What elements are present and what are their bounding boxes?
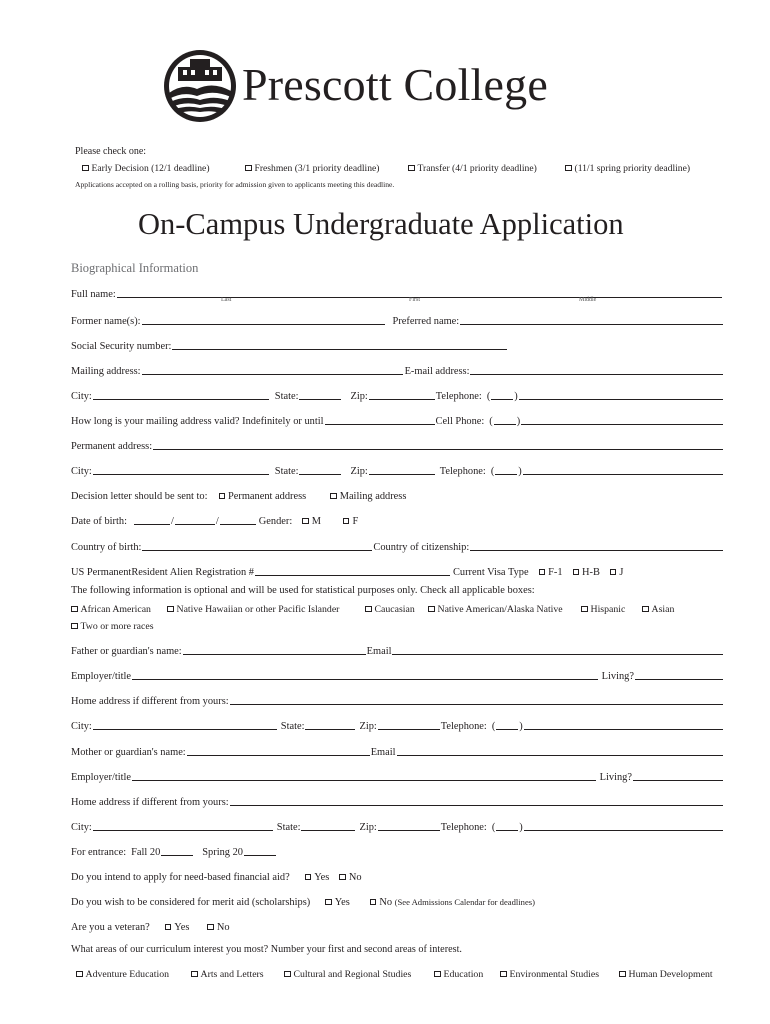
curriculum-option[interactable]	[434, 969, 483, 980]
checkbox[interactable]	[565, 165, 572, 172]
ethnicity-option[interactable]	[642, 604, 674, 615]
option-label: H-B	[582, 567, 600, 578]
option-label: No	[216, 922, 230, 933]
father-employer-row	[71, 664, 724, 682]
spring-option[interactable]	[565, 163, 690, 174]
employer-label: Employer/title	[71, 671, 132, 682]
option-label: Education	[443, 969, 484, 980]
preferred-name-field[interactable]	[460, 313, 723, 325]
fall-year-field[interactable]	[161, 844, 193, 856]
telephone-label: Telephone:	[440, 721, 487, 732]
telephone-paren-open: (	[490, 466, 495, 477]
decision-letter-row	[71, 484, 724, 502]
transfer-option[interactable]	[408, 163, 537, 174]
home-address-label: Home address if different from yours:	[71, 696, 229, 707]
telephone-paren-open: (	[491, 721, 496, 732]
curriculum-option[interactable]	[284, 969, 411, 980]
checkbox[interactable]	[284, 971, 291, 978]
option-label: Transfer (4/1 priority deadline)	[417, 163, 537, 174]
merit-no-option[interactable]	[370, 897, 535, 908]
section-heading: Biographical Information	[71, 261, 199, 275]
zip-field[interactable]	[369, 463, 435, 475]
need-based-row	[71, 865, 724, 883]
checkbox[interactable]	[500, 971, 507, 978]
checkbox[interactable]	[573, 569, 580, 576]
veteran-row	[71, 915, 724, 933]
country-citizenship-field[interactable]	[470, 539, 723, 551]
employer-field[interactable]	[132, 769, 596, 781]
checkbox[interactable]	[305, 874, 312, 881]
telephone-label: Telephone:	[440, 822, 487, 833]
checkbox[interactable]	[343, 518, 350, 525]
father-name-label: Father or guardian's name:	[71, 646, 182, 657]
country-citizenship-label: Country of citizenship:	[373, 542, 470, 553]
permanent-address-row	[71, 434, 724, 452]
option-label: Environmental Studies	[509, 969, 600, 980]
zip-label: Zip:	[350, 391, 368, 402]
father-name-field[interactable]	[183, 643, 366, 655]
option-label: No	[348, 872, 362, 883]
country-row	[71, 535, 724, 553]
living-field[interactable]	[635, 668, 723, 680]
home-address-field[interactable]	[230, 794, 723, 806]
visa-f1-option[interactable]	[539, 567, 563, 578]
option-label: African American	[80, 604, 151, 615]
calendar-note: (See Admissions Calendar for deadlines)	[394, 897, 535, 907]
need-based-label: Do you intend to apply for need-based financial aid?	[71, 872, 290, 883]
cell-phone-field[interactable]	[521, 413, 723, 425]
visa-j-option[interactable]	[610, 567, 624, 578]
option-label: F-1	[548, 567, 563, 578]
dob-label: Date of birth:	[71, 516, 127, 527]
mother-row	[71, 740, 724, 758]
merit-aid-row	[71, 890, 724, 908]
cell-paren-open: (	[489, 416, 493, 427]
area-code-field[interactable]	[495, 463, 517, 475]
how-long-label: How long is your mailing address valid? Indefinitely or until	[71, 416, 324, 427]
option-label: Yes	[314, 872, 330, 883]
merit-yes-option[interactable]	[325, 897, 350, 908]
sub-label-middle: Middle	[579, 297, 597, 303]
checkbox[interactable]	[207, 924, 214, 931]
checkbox[interactable]	[167, 606, 174, 613]
veteran-label: Are you a veteran?	[71, 922, 150, 933]
curriculum-option[interactable]	[500, 969, 599, 980]
state-label: State:	[274, 466, 299, 477]
entrance-row	[71, 840, 724, 858]
visa-hb-option[interactable]	[573, 567, 600, 578]
home-address-field[interactable]	[230, 693, 723, 705]
option-label: Asian	[651, 604, 675, 615]
state-label: State:	[276, 822, 301, 833]
father-city-row	[71, 714, 724, 732]
optional-info-text: The following information is optional and will be used for statistical purposes only. Check all applicable boxes:	[71, 585, 535, 596]
dob-slash: /	[215, 516, 219, 527]
freshmen-option[interactable]	[245, 163, 379, 174]
employer-label: Employer/title	[71, 772, 132, 783]
option-label: Arts and Letters	[200, 969, 264, 980]
checkbox[interactable]	[339, 874, 346, 881]
checkbox[interactable]	[76, 971, 83, 978]
checkbox[interactable]	[434, 971, 441, 978]
how-long-row	[71, 409, 724, 427]
checkbox[interactable]	[330, 493, 337, 500]
checkbox[interactable]	[191, 971, 198, 978]
ssn-row	[71, 334, 724, 352]
cell-phone-label: Cell Phone:	[435, 416, 485, 427]
early-decision-option[interactable]	[82, 163, 210, 174]
ethnicity-option[interactable]	[71, 604, 151, 615]
alien-registration-field[interactable]	[255, 564, 450, 576]
checkbox[interactable]	[370, 899, 377, 906]
mailing-address-field[interactable]	[142, 363, 403, 375]
city-field[interactable]	[93, 463, 269, 475]
veteran-no-option[interactable]	[207, 922, 229, 933]
checkbox[interactable]	[408, 165, 415, 172]
telephone-paren-close: )	[514, 391, 518, 402]
mailing-row	[71, 359, 724, 377]
need-based-yes-option[interactable]	[305, 872, 330, 883]
checkbox[interactable]	[165, 924, 172, 931]
checkbox[interactable]	[302, 518, 309, 525]
state-field[interactable]	[305, 718, 355, 730]
father-email-field[interactable]	[392, 643, 723, 655]
state-label: State:	[280, 721, 305, 732]
option-label: Native American/Alaska Native	[437, 604, 563, 615]
spring-year-field[interactable]	[244, 844, 276, 856]
state-field[interactable]	[299, 388, 341, 400]
option-label: Mailing address	[339, 491, 407, 502]
gender-label: Gender:	[258, 516, 293, 527]
telephone-paren-close: )	[518, 466, 522, 477]
former-name-field[interactable]	[142, 313, 385, 325]
ethnicity-option[interactable]	[167, 604, 339, 615]
option-label: Human Development	[628, 969, 713, 980]
checkbox[interactable]	[610, 569, 617, 576]
dob-slash: /	[170, 516, 174, 527]
telephone-paren-close: )	[519, 721, 523, 732]
telephone-field[interactable]	[524, 819, 723, 831]
area-code-field[interactable]	[491, 388, 513, 400]
dob-day-field[interactable]	[175, 513, 215, 525]
rolling-note: Applications accepted on a rolling basis, priority for admission given to applicants meeting this deadline.	[75, 180, 395, 189]
college-name: Prescott College	[242, 59, 548, 110]
email-address-label: E-mail address:	[404, 366, 470, 377]
full-name-label: Full name:	[71, 289, 116, 300]
living-field[interactable]	[633, 769, 723, 781]
living-label: Living?	[601, 671, 634, 682]
visa-row	[71, 560, 724, 578]
current-visa-label: Current Visa Type	[452, 567, 529, 578]
curriculum-option[interactable]	[619, 969, 713, 980]
merit-aid-label: Do you wish to be considered for merit aid (scholarships)	[71, 897, 311, 908]
country-birth-field[interactable]	[142, 539, 372, 551]
college-logo	[163, 49, 237, 123]
ethnicity-option[interactable]	[428, 604, 563, 615]
mother-email-field[interactable]	[397, 744, 723, 756]
until-date-field[interactable]	[325, 413, 435, 425]
checkbox[interactable]	[71, 606, 78, 613]
telephone-label: Telephone:	[439, 466, 486, 477]
city-row-1	[71, 384, 724, 402]
city-field[interactable]	[93, 819, 273, 831]
state-field[interactable]	[301, 819, 355, 831]
country-birth-label: Country of birth:	[71, 542, 142, 553]
permanent-address-label: Permanent address:	[71, 441, 153, 452]
option-label: Hispanic	[590, 604, 626, 615]
permanent-address-field[interactable]	[153, 438, 723, 450]
option-label: Early Decision (12/1 deadline)	[91, 163, 210, 174]
zip-field[interactable]	[369, 388, 435, 400]
curriculum-option[interactable]	[191, 969, 264, 980]
option-label: Freshmen (3/1 priority deadline)	[254, 163, 380, 174]
option-label: Adventure Education	[85, 969, 170, 980]
option-label: Two or more races	[80, 621, 154, 632]
sub-label-first: First	[409, 297, 421, 303]
option-label: Caucasian	[374, 604, 415, 615]
decision-letter-label: Decision letter should be sent to:	[71, 491, 208, 502]
gender-f-option[interactable]	[343, 516, 358, 527]
checkbox[interactable]	[82, 165, 89, 172]
two-or-more-option[interactable]	[71, 621, 154, 632]
ssn-field[interactable]	[172, 338, 507, 350]
telephone-field[interactable]	[519, 388, 723, 400]
city-label: City:	[71, 822, 92, 833]
father-home-row	[71, 689, 724, 707]
cell-area-code-field[interactable]	[494, 413, 516, 425]
form-title: On-Campus Undergraduate Application	[138, 207, 624, 241]
preferred-name-label: Preferred name:	[392, 316, 460, 327]
dob-year-field[interactable]	[220, 513, 256, 525]
zip-field[interactable]	[378, 819, 440, 831]
city-label: City:	[71, 391, 92, 402]
telephone-field[interactable]	[524, 718, 723, 730]
area-code-field[interactable]	[496, 718, 518, 730]
telephone-paren-close: )	[519, 822, 523, 833]
dob-month-field[interactable]	[134, 513, 170, 525]
area-code-field[interactable]	[496, 819, 518, 831]
decision-mailing-option[interactable]	[330, 491, 406, 502]
college-seal-icon	[163, 49, 237, 123]
ethnicity-option[interactable]	[365, 604, 415, 615]
email-address-field[interactable]	[470, 363, 723, 375]
checkbox[interactable]	[325, 899, 332, 906]
city-field[interactable]	[93, 388, 269, 400]
zip-field[interactable]	[378, 718, 440, 730]
mother-email-label: Email	[370, 747, 396, 758]
zip-label: Zip:	[359, 721, 377, 732]
city-label: City:	[71, 721, 92, 732]
mother-home-row	[71, 790, 724, 808]
option-label: Yes	[174, 922, 190, 933]
telephone-label: Telephone:	[435, 391, 482, 402]
zip-label: Zip:	[350, 466, 368, 477]
state-label: State:	[274, 391, 299, 402]
mailing-address-label: Mailing address:	[71, 366, 141, 377]
decision-permanent-option[interactable]	[219, 491, 307, 502]
option-label: J	[619, 567, 624, 578]
spring-label: Spring 20	[202, 847, 243, 858]
state-field[interactable]	[299, 463, 341, 475]
need-based-no-option[interactable]	[339, 872, 361, 883]
option-label: No	[379, 897, 393, 908]
former-name-label: Former name(s):	[71, 316, 141, 327]
former-name-row	[71, 309, 724, 327]
living-label: Living?	[599, 772, 632, 783]
curriculum-question: What areas of our curriculum interest you most? Number your first and second areas of interest.	[71, 944, 462, 955]
gender-m-option[interactable]	[302, 516, 321, 527]
option-label: M	[311, 516, 321, 527]
city-field[interactable]	[93, 718, 277, 730]
checkbox[interactable]	[428, 606, 435, 613]
checkbox[interactable]	[219, 493, 226, 500]
sub-label-last: Last	[221, 297, 232, 303]
city-row-2	[71, 459, 724, 477]
option-label: Cultural and Regional Studies	[293, 969, 412, 980]
ssn-label: Social Security number:	[71, 341, 172, 352]
mother-employer-row	[71, 765, 724, 783]
employer-field[interactable]	[132, 668, 598, 680]
checkbox[interactable]	[642, 606, 649, 613]
please-check-label: Please check one:	[75, 146, 147, 157]
checkbox[interactable]	[581, 606, 588, 613]
home-address-label: Home address if different from yours:	[71, 797, 229, 808]
alien-registration-label: US PermanentResident Alien Registration #	[71, 567, 254, 578]
option-label: Permanent address	[228, 491, 307, 502]
ethnicity-option[interactable]	[581, 604, 625, 615]
full-name-row	[71, 282, 723, 300]
checkbox[interactable]	[245, 165, 252, 172]
entrance-label: For entrance:	[71, 847, 127, 858]
zip-label: Zip:	[359, 822, 377, 833]
fall-label: Fall 20	[131, 847, 161, 858]
option-label: Yes	[334, 897, 350, 908]
checkbox[interactable]	[539, 569, 546, 576]
dob-row	[71, 509, 724, 527]
veteran-yes-option[interactable]	[165, 922, 190, 933]
city-label: City:	[71, 466, 92, 477]
cell-paren-close: )	[516, 416, 521, 427]
mother-name-field[interactable]	[187, 744, 370, 756]
mother-city-row	[71, 815, 724, 833]
checkbox[interactable]	[71, 623, 78, 630]
option-label: F	[352, 516, 359, 527]
checkbox[interactable]	[365, 606, 372, 613]
father-row	[71, 639, 724, 657]
mother-name-label: Mother or guardian's name:	[71, 747, 186, 758]
telephone-paren-open: (	[486, 391, 491, 402]
checkbox[interactable]	[619, 971, 626, 978]
telephone-field[interactable]	[523, 463, 723, 475]
telephone-paren-open: (	[491, 822, 496, 833]
curriculum-option[interactable]	[76, 969, 169, 980]
option-label: (11/1 spring priority deadline)	[574, 163, 691, 174]
father-email-label: Email	[366, 646, 392, 657]
option-label: Native Hawaiian or other Pacific Islander	[176, 604, 340, 615]
